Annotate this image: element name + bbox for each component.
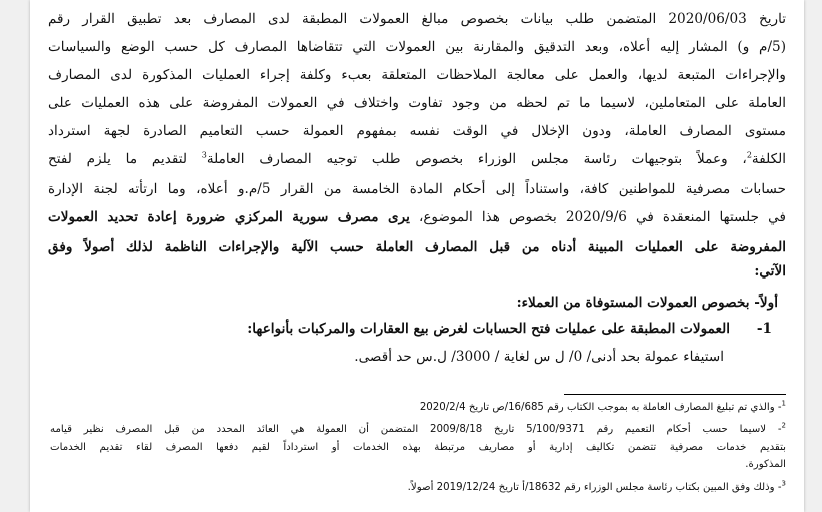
footnote-3-number: 3 xyxy=(781,479,786,488)
body-line-5: مستوى المصارف العاملة، ودون الإخلال في الوقت نفسه بمفهوم العمولة حسب التعاميم الصادرة لجهة استرداد xyxy=(48,123,786,139)
footnote-2-line-1 xyxy=(50,422,786,437)
footnote-1-number: 1 xyxy=(781,399,786,408)
footnote-separator xyxy=(564,394,786,395)
body-line-2: (5/م و) المشار إليه أعلاه، وبعد التدقيق والمقارنة بين العمولات التي تتقاضاها المصارف كل حسب الوضع والسياسات xyxy=(48,39,786,55)
body-line-10: الآتي: xyxy=(754,263,786,279)
line6-part2: ، وعملاً بتوجيهات رئاسة مجلس الوزراء بخصوص طلب توجيه المصارف العاملة xyxy=(206,151,747,167)
footnote-2-text-1: - لاسيما حسب أحكام التعميم رقم 5/100/9371 تاريخ 2009/8/18 المتضمن أن العمولة هي العائد المحدد من قبل المصرف نظير قيامه xyxy=(50,424,782,435)
footnote-1-text: - والذي تم تبليغ المصارف العاملة به بموجب الكتاب رقم 16/685/ص تاريخ 2020/2/4 xyxy=(419,402,782,413)
footnote-ref-2: 2 xyxy=(746,150,752,160)
line8-bold: يرى مصرف سورية المركزي ضرورة إعادة تحديد العمولات xyxy=(48,209,410,225)
body-line-8 xyxy=(48,208,786,226)
body-line-4: العاملة على المتعاملين، لاسيما ما تم لحظه من وجود تفاوت واختلاف في العمولات المفروضة على هذه العمليات على xyxy=(48,95,786,111)
footnote-3 xyxy=(50,480,786,495)
item-body: استيفاء عمولة بحد أدنى/ 0/ ل س لغاية / 3000/ ل.س حد أقصى. xyxy=(354,349,724,365)
footnote-2-line-2: بتقديم خدمات مصرفية تتضمن تكاليف إدارية أو مصاريف مرتبطة بهذه الخدمات أو استرداداً لقيم دفعها المصرف لقاء تقديم الخدمات xyxy=(50,442,786,453)
section-heading: أولاً- بخصوص العمولات المستوفاة من العملاء: xyxy=(516,295,778,311)
body-line-7: حسابات مصرفية للمواطنين كافة، واستناداً إلى أحكام المادة الخامسة من القرار 5/م.و أعلاه، وما ارتأته لجنة الإدارة xyxy=(48,181,786,197)
body-line-1: تاريخ 2020/06/03 المتضمن طلب بيانات بخصوص مبالغ العمولات المطبقة لدى المصارف بعد تطبيق القرار رقم xyxy=(48,11,786,27)
item-title: العمولات المطبقة على عمليات فتح الحسابات لغرض بيع العقارات والمركبات بأنواعها: xyxy=(247,321,730,337)
footnote-1 xyxy=(50,400,786,415)
footnote-2-number: 2 xyxy=(781,421,787,430)
footnote-2-line-3: المذكورة. xyxy=(745,459,786,470)
body-line-9: المفروضة على العمليات المبينة أدناه من قبل المصارف العاملة حسب الآلية والإجراءات الناظمة لذلك أصولاً وفق xyxy=(48,239,786,255)
footnote-ref-3: 3 xyxy=(201,150,207,160)
line8-normal: في جلستها المنعقدة في 2020/9/6 بخصوص هذا الموضوع، xyxy=(409,209,786,225)
line6-part3: لتقديم ما يلزم لفتح xyxy=(48,151,202,167)
body-line-3: والإجراءات المتبعة لديها، والعمل على معالجة الملاحظات المتعلقة بعبء وكلفة إجراء العمليات المذكورة لدى المصارف xyxy=(48,67,786,83)
document-page xyxy=(30,0,804,512)
body-line-6 xyxy=(48,150,786,168)
item-number: 1- xyxy=(756,321,772,337)
line6-part1: الكلفة xyxy=(751,151,787,167)
footnote-3-text: - وذلك وفق المبين بكتاب رئاسة مجلس الوزراء رقم 18632/أ تاريخ 2019/12/24 أصولاً. xyxy=(407,482,782,493)
